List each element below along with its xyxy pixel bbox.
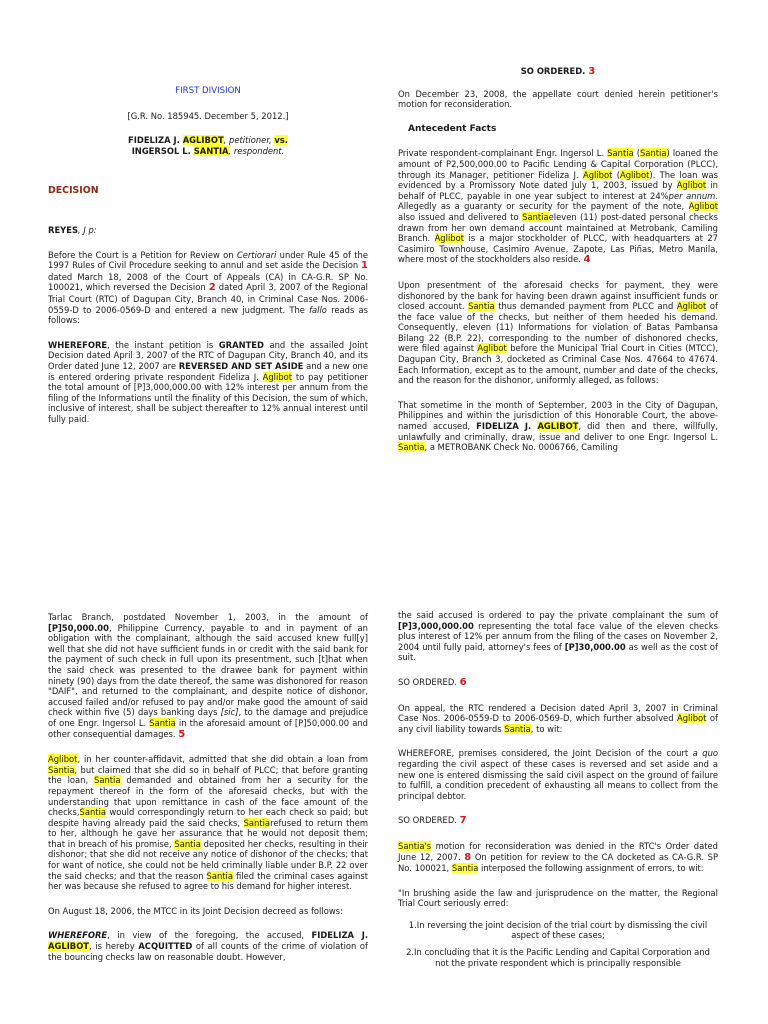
paragraph-ca-petition: Santia's motion for reconsideration was denied in the RTC's Order dated June 12, 2007. 8 On petition for review to the CA docketed as CA-G.R. SP No. 100021, Santia interposed the following assignment of errors, to wit: bbox=[398, 840, 718, 874]
list-item: 2.In concluding that it is the Pacific Lending and Capital Corporation and not the private respondent which is principally responsible bbox=[406, 947, 710, 968]
paragraph-rtc-appeal: On appeal, the RTC rendered a Decision dated April 3, 2007 in Criminal Case Nos. 2006-0559-D to 2006-0569-D, which further absolved Aglibot of any civil liability towards Santia, to wit: bbox=[398, 702, 718, 734]
quote-rtc-wherefore: WHEREFORE, premises considered, the Joint Decision of the court a quo regarding the civil aspect of these cases is reversed and set aside and a new one is entered dismissing the said civil aspect on the ground of failure to fulfill, a condition precedent of exhausting all means to collect from the principal debtor. bbox=[398, 748, 718, 801]
paragraph-antecedent: Private respondent-complainant Engr. Ingersol L. Santia (Santia) loaned the amount of P2,500,000.00 to Pacific Lending & Capital Corporation (PLCC), through its Manager, petitioner Fideliza J. Aglibot (Aglibot). The loan was evidenced by a Promissory Note dated July 1, 2003, issued by Aglibot in behalf of PLCC, payable in one year subject to interest at 24%per annum. Allegedly as a guaranty or security for the payment of the note, Aglibot also issued and delivered to Santiaeleven (11) post-dated personal checks drawn from her own demand account maintained at Metrobank, Camiling Branch. Aglibot is a major stockholder of PLCC, with headquarters at 27 Casimiro Townhouse, Casimiro Avenue, Zapote, Las Piñas, Metro Manila, where most of the stockholders also reside. 4 bbox=[398, 148, 719, 266]
gr-number: [G.R. No. 185945. December 5, 2012.] bbox=[127, 110, 289, 121]
footnote-5[interactable]: 5 bbox=[178, 728, 186, 740]
party-name: AGLIBOT bbox=[182, 135, 224, 146]
so-ordered-6: SO ORDERED. 6 bbox=[398, 676, 467, 688]
quote-wherefore-ca: WHEREFORE, the instant petition is GRANTED and the assailed Joint Decision dated April 3, 2007 of the RTC of Dagupan City, Branch 40, and its Order dated June 12, 2007 are REVERSED AND SET ASIDE and a new one is entered ordering private respondent Fideliza J. Aglibot to pay petitioner the total amount of [P]3,000,000.00 with 12% interest per annum from the filing of the Informations until the finality of this Decision, the sum of which, inclusive of interest, shall be subject thereafter to 12% annual interest until fully paid. bbox=[48, 339, 369, 424]
quote-assignment-errors: "In brushing aside the law and jurisprudence on the matter, the Regional Trial Court seriously erred: bbox=[398, 887, 718, 909]
top-left-column bbox=[48, 86, 368, 424]
quote-information-cont: Tarlac Branch, postdated November 1, 2003, in the amount of [P]50,000.00, Philippine Currency, payable to and in payment of an obligation with the complainant, although the said accused knew full[y] well that she did not have sufficient funds in or credit with the said bank for the payment of such check in full upon its presentment, such [t]hat when the said check was presented to the drawee bank for payment within ninety (90) days from the date thereof, the same was dishonored for reason "DAIF", and returned to the complainant, and despite notice of dishonor, accused failed and/or refused to pay and/or make good the amount of said check within five (5) days banking days [sic], to the damage and prejudice of one Engr. Ingersol L. Santia in the aforesaid amount of [P]50,000.00 and other consequential damages. 5 bbox=[48, 612, 368, 740]
party-name: SANTIA bbox=[193, 145, 229, 156]
vs-label: vs. bbox=[274, 135, 288, 146]
footnote-7[interactable]: 7 bbox=[459, 815, 467, 827]
decision-heading: DECISION bbox=[48, 185, 99, 197]
footnote-6[interactable]: 6 bbox=[459, 676, 467, 688]
quote-mtcc-wherefore: WHEREFORE, in view of the foregoing, the accused, FIDELIZA J. AGLIBOT, is hereby ACQUITTED of all counts of the crime of violation of the bouncing checks law on reasonable doubt. However, bbox=[48, 930, 369, 962]
antecedent-facts-heading: Antecedent Facts bbox=[408, 123, 497, 134]
quote-information: That sometime in the month of September, 2003 in the City of Dagupan, Philippines and within the jurisdiction of this Honorable Court, the above-named accused, FIDELIZA J. AGLIBOT, did then and there, willfully, unlawfully and criminally, draw, issue and deliver to one Engr. Ingersol L. Santia, a METROBANK Check No. 0006766, Camiling bbox=[398, 399, 718, 453]
list-item: 1.In reversing the joint decision of the trial court by dismissing the civil aspect of these cases; bbox=[408, 919, 708, 941]
so-ordered-7: SO ORDERED. 7 bbox=[398, 815, 467, 827]
quote-mtcc-cont: the said accused is ordered to pay the private complainant the sum of [P]3,000,000.00 representing the total face value of the eleven checks plus interest of 12% per annum from the filing of the cases on November 2, 2004 until fully paid, attorney's fees of [P]30,000.00 as well as the cost of suit. bbox=[398, 610, 719, 663]
footnote-8[interactable]: 8 bbox=[464, 851, 472, 863]
division-label: FIRST DIVISION bbox=[175, 86, 241, 96]
paragraph-mr-denied: On December 23, 2008, the appellate court denied herein petitioner's motion for reconsideration. bbox=[398, 88, 718, 110]
footnote-3[interactable]: 3 bbox=[588, 66, 596, 77]
so-ordered-3: SO ORDERED. 3 bbox=[520, 66, 596, 77]
footnote-2[interactable]: 2 bbox=[208, 282, 216, 294]
paragraph-1: Before the Court is a Petition for Review on Certiorari under Rule 45 of the 1997 Rules of Civil Procedure seeking to annul and set aside the Decision 1 dated March 18, 2008 of the Court of Appeals (CA) in CA-G.R. SP No. 100021, which reversed the Decision 2 dated April 3, 2007 of the Regional Trial Court (RTC) of Dagupan City, Branch 40, in Criminal Case Nos. 2006-0559-D to 2006-0569-D and entered a new judgment. The fallo reads as follows: bbox=[48, 249, 368, 326]
case-parties: FIDELIZA J. AGLIBOT, petitioner, vs. INGERSOL L. SANTIA, respondent. bbox=[128, 135, 288, 156]
bottom-left-column bbox=[48, 612, 368, 962]
bottom-right-column bbox=[398, 610, 718, 968]
top-right-column bbox=[398, 66, 718, 453]
footnote-4[interactable]: 4 bbox=[583, 254, 591, 266]
paragraph-counter-affidavit: Aglibot, in her counter-affidavit, admitted that she did obtain a loan from Santia, but claimed that she did so in behalf of PLCC; that before granting the loan, Santia demanded and obtained from her a security for the repayment thereof in the form of the aforesaid checks, but with the understanding that upon remittance in cash of the face amount of the checks,Santia would correspondingly return to her each check so paid; but despite having already paid the said checks, Santiarefused to return them to her, although he gave her assurance that he would not deposit them; that in breach of his promise, Santia deposited her checks, resulting in their dishonor; that she did not receive any notice of dishonor of the checks; that for want of notice, she could not be held criminally liable under B.P. 22 over the said checks; and that the reason Santia filed the criminal cases against her was because she refused to agree to his demand for higher interest. bbox=[48, 754, 368, 892]
paragraph-mtcc: On August 18, 2006, the MTCC in its Joint Decision decreed as follows: bbox=[48, 905, 343, 916]
ponente: REYES, J p: bbox=[48, 224, 97, 235]
footnote-1[interactable]: 1 bbox=[361, 260, 368, 272]
paragraph-dishonor: Upon presentment of the aforesaid checks for payment, they were dishonored by the bank for having been drawn against insufficient funds or closed account. Santia thus demanded payment from PLCC and Aglibot of the face value of the checks, but neither of them heeded his demand. Consequently, eleven (11) Informations for violation of Batas Pambansa Bilang 22 (B.P. 22), corresponding to the number of dishonored checks, were filed against Aglibot before the Municipal Trial Court in Cities (MTCC), Dagupan City, Branch 3, docketed as Criminal Case Nos. 47664 to 47674. Each Information, except as to the amount, number and date of the checks, and the reason for the dishonor, uniformly alleged, as follows: bbox=[398, 279, 718, 386]
